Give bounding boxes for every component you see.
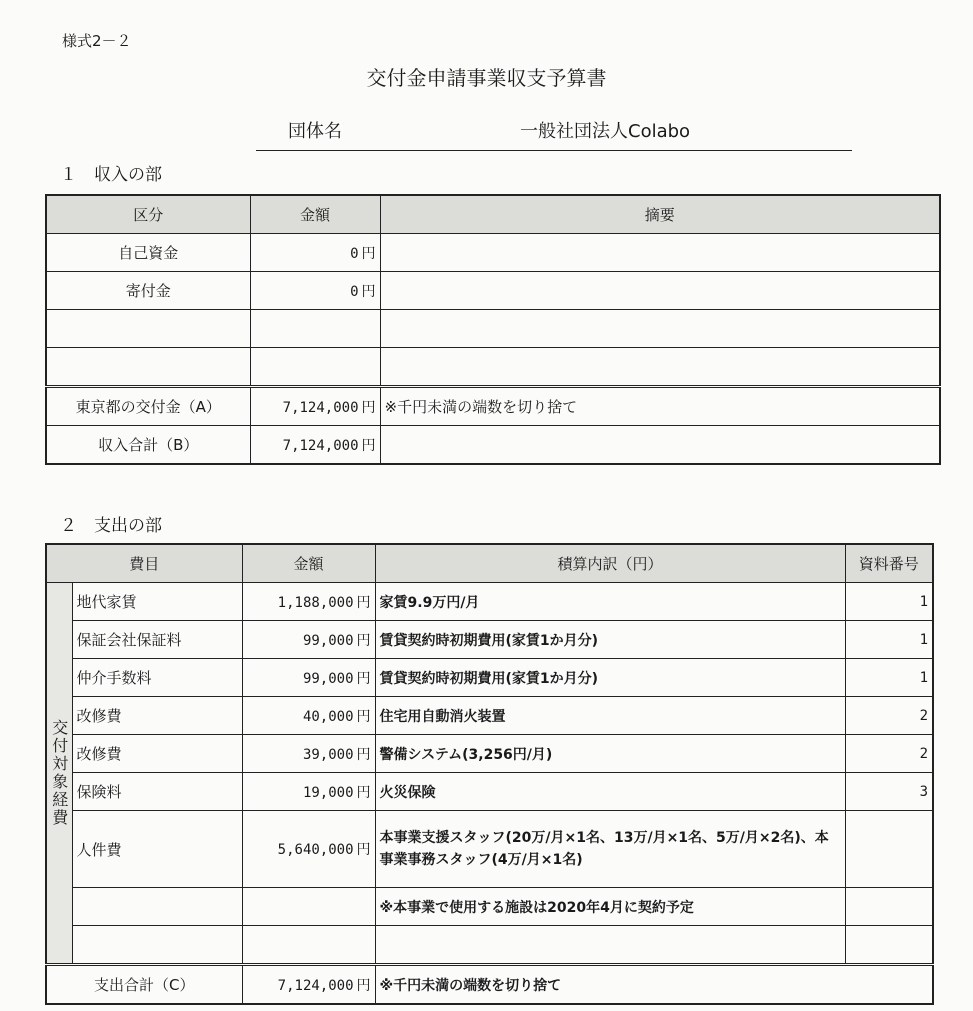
expense-amount: 1,188,000 円 — [242, 583, 375, 621]
expense-ref — [845, 811, 933, 888]
expense-row — [46, 926, 933, 965]
income-row — [46, 310, 940, 348]
expense-row — [46, 811, 933, 888]
expense-section-title: ２ 支出の部 — [60, 516, 162, 536]
org-underline — [256, 150, 852, 151]
expense-item: 改修費 — [72, 735, 242, 773]
income-row — [46, 272, 940, 310]
expense-ref — [845, 926, 933, 965]
expense-header-item: 費目 — [46, 544, 242, 583]
expense-amount: 39,000 円 — [242, 735, 375, 773]
expense-total-label: 支出合計（C） — [46, 965, 242, 1005]
income-category: 自己資金 — [46, 234, 250, 272]
expense-header-detail: 積算内訳（円） — [375, 544, 845, 583]
income-category — [46, 310, 250, 348]
income-row — [46, 234, 940, 272]
expense-detail: 賃貸契約時初期費用(家賃1か月分) — [375, 621, 845, 659]
expense-ref: 2 — [845, 735, 933, 773]
expense-ref: 3 — [845, 773, 933, 811]
form-number: 様式2－２ — [62, 32, 132, 50]
expense-row — [46, 621, 933, 659]
expense-detail: 警備システム(3,256円/月) — [375, 735, 845, 773]
income-note — [380, 310, 940, 348]
expense-item: 保険料 — [72, 773, 242, 811]
income-note — [380, 348, 940, 387]
expense-item — [72, 926, 242, 965]
document-title: 交付金申請事業収支予算書 — [366, 66, 607, 90]
expense-item — [72, 888, 242, 926]
expense-item: 仲介手数料 — [72, 659, 242, 697]
expense-ref: 1 — [845, 659, 933, 697]
income-amount — [250, 348, 380, 387]
expense-header-amount: 金額 — [242, 544, 375, 583]
income-total-category: 収入合計（B） — [46, 426, 250, 465]
expense-ref: 1 — [845, 621, 933, 659]
expense-row — [46, 697, 933, 735]
expense-item: 改修費 — [72, 697, 242, 735]
expense-detail: 賃貸契約時初期費用(家賃1か月分) — [375, 659, 845, 697]
expense-detail: 家賃9.9万円/月 — [375, 583, 845, 621]
grant-note: ※千円未満の端数を切り捨て — [380, 387, 940, 426]
org-name-label: 団体名 — [288, 121, 342, 142]
income-header-amount: 金額 — [250, 195, 380, 234]
expense-ref: 1 — [845, 583, 933, 621]
income-table — [45, 194, 941, 465]
income-row — [46, 348, 940, 387]
expense-detail: 火災保険 — [375, 773, 845, 811]
expense-header-ref: 資料番号 — [845, 544, 933, 583]
org-name-value: 一般社団法人Colabo — [520, 121, 691, 142]
expense-ref: 2 — [845, 697, 933, 735]
expense-header-row — [46, 544, 933, 583]
expense-total-amount: 7,124,000 円 — [242, 965, 375, 1005]
expense-row — [46, 583, 933, 621]
expense-row — [46, 888, 933, 926]
income-total-note — [380, 426, 940, 465]
expense-total-row — [46, 965, 933, 1005]
expense-amount — [242, 926, 375, 965]
income-grant-row — [46, 387, 940, 426]
expense-total-note: ※千円未満の端数を切り捨て — [375, 965, 933, 1005]
income-header-note: 摘要 — [380, 195, 940, 234]
income-amount — [250, 310, 380, 348]
expense-row — [46, 659, 933, 697]
expense-group-label: 交付対象経費 — [46, 583, 72, 965]
income-total-row — [46, 426, 940, 465]
expense-detail: 本事業支援スタッフ(20万/月×1名、13万/月×1名、5万/月×2名)、本事業事務スタッフ(4万/月×1名) — [375, 811, 845, 888]
income-header-category: 区分 — [46, 195, 250, 234]
expense-amount: 40,000 円 — [242, 697, 375, 735]
expense-amount: 5,640,000 円 — [242, 811, 375, 888]
income-note — [380, 272, 940, 310]
income-category: 寄付金 — [46, 272, 250, 310]
grant-amount: 7,124,000 円 — [250, 387, 380, 426]
income-total-amount: 7,124,000 円 — [250, 426, 380, 465]
expense-ref — [845, 888, 933, 926]
expense-amount: 99,000 円 — [242, 659, 375, 697]
income-header-row — [46, 195, 940, 234]
expense-item: 地代家賃 — [72, 583, 242, 621]
income-section-title: １ 収入の部 — [60, 165, 162, 185]
expense-detail: 住宅用自動消火装置 — [375, 697, 845, 735]
expense-item: 保証会社保証料 — [72, 621, 242, 659]
expense-amount: 19,000 円 — [242, 773, 375, 811]
expense-item: 人件費 — [72, 811, 242, 888]
expense-amount — [242, 888, 375, 926]
income-amount: 0 円 — [250, 234, 380, 272]
expense-row — [46, 735, 933, 773]
grant-category: 東京都の交付金（A） — [46, 387, 250, 426]
expense-table — [45, 543, 934, 1005]
expense-detail: ※本事業で使用する施設は2020年4月に契約予定 — [375, 888, 845, 926]
income-amount: 0 円 — [250, 272, 380, 310]
income-category — [46, 348, 250, 387]
expense-amount: 99,000 円 — [242, 621, 375, 659]
income-note — [380, 234, 940, 272]
expense-detail — [375, 926, 845, 965]
expense-row — [46, 773, 933, 811]
